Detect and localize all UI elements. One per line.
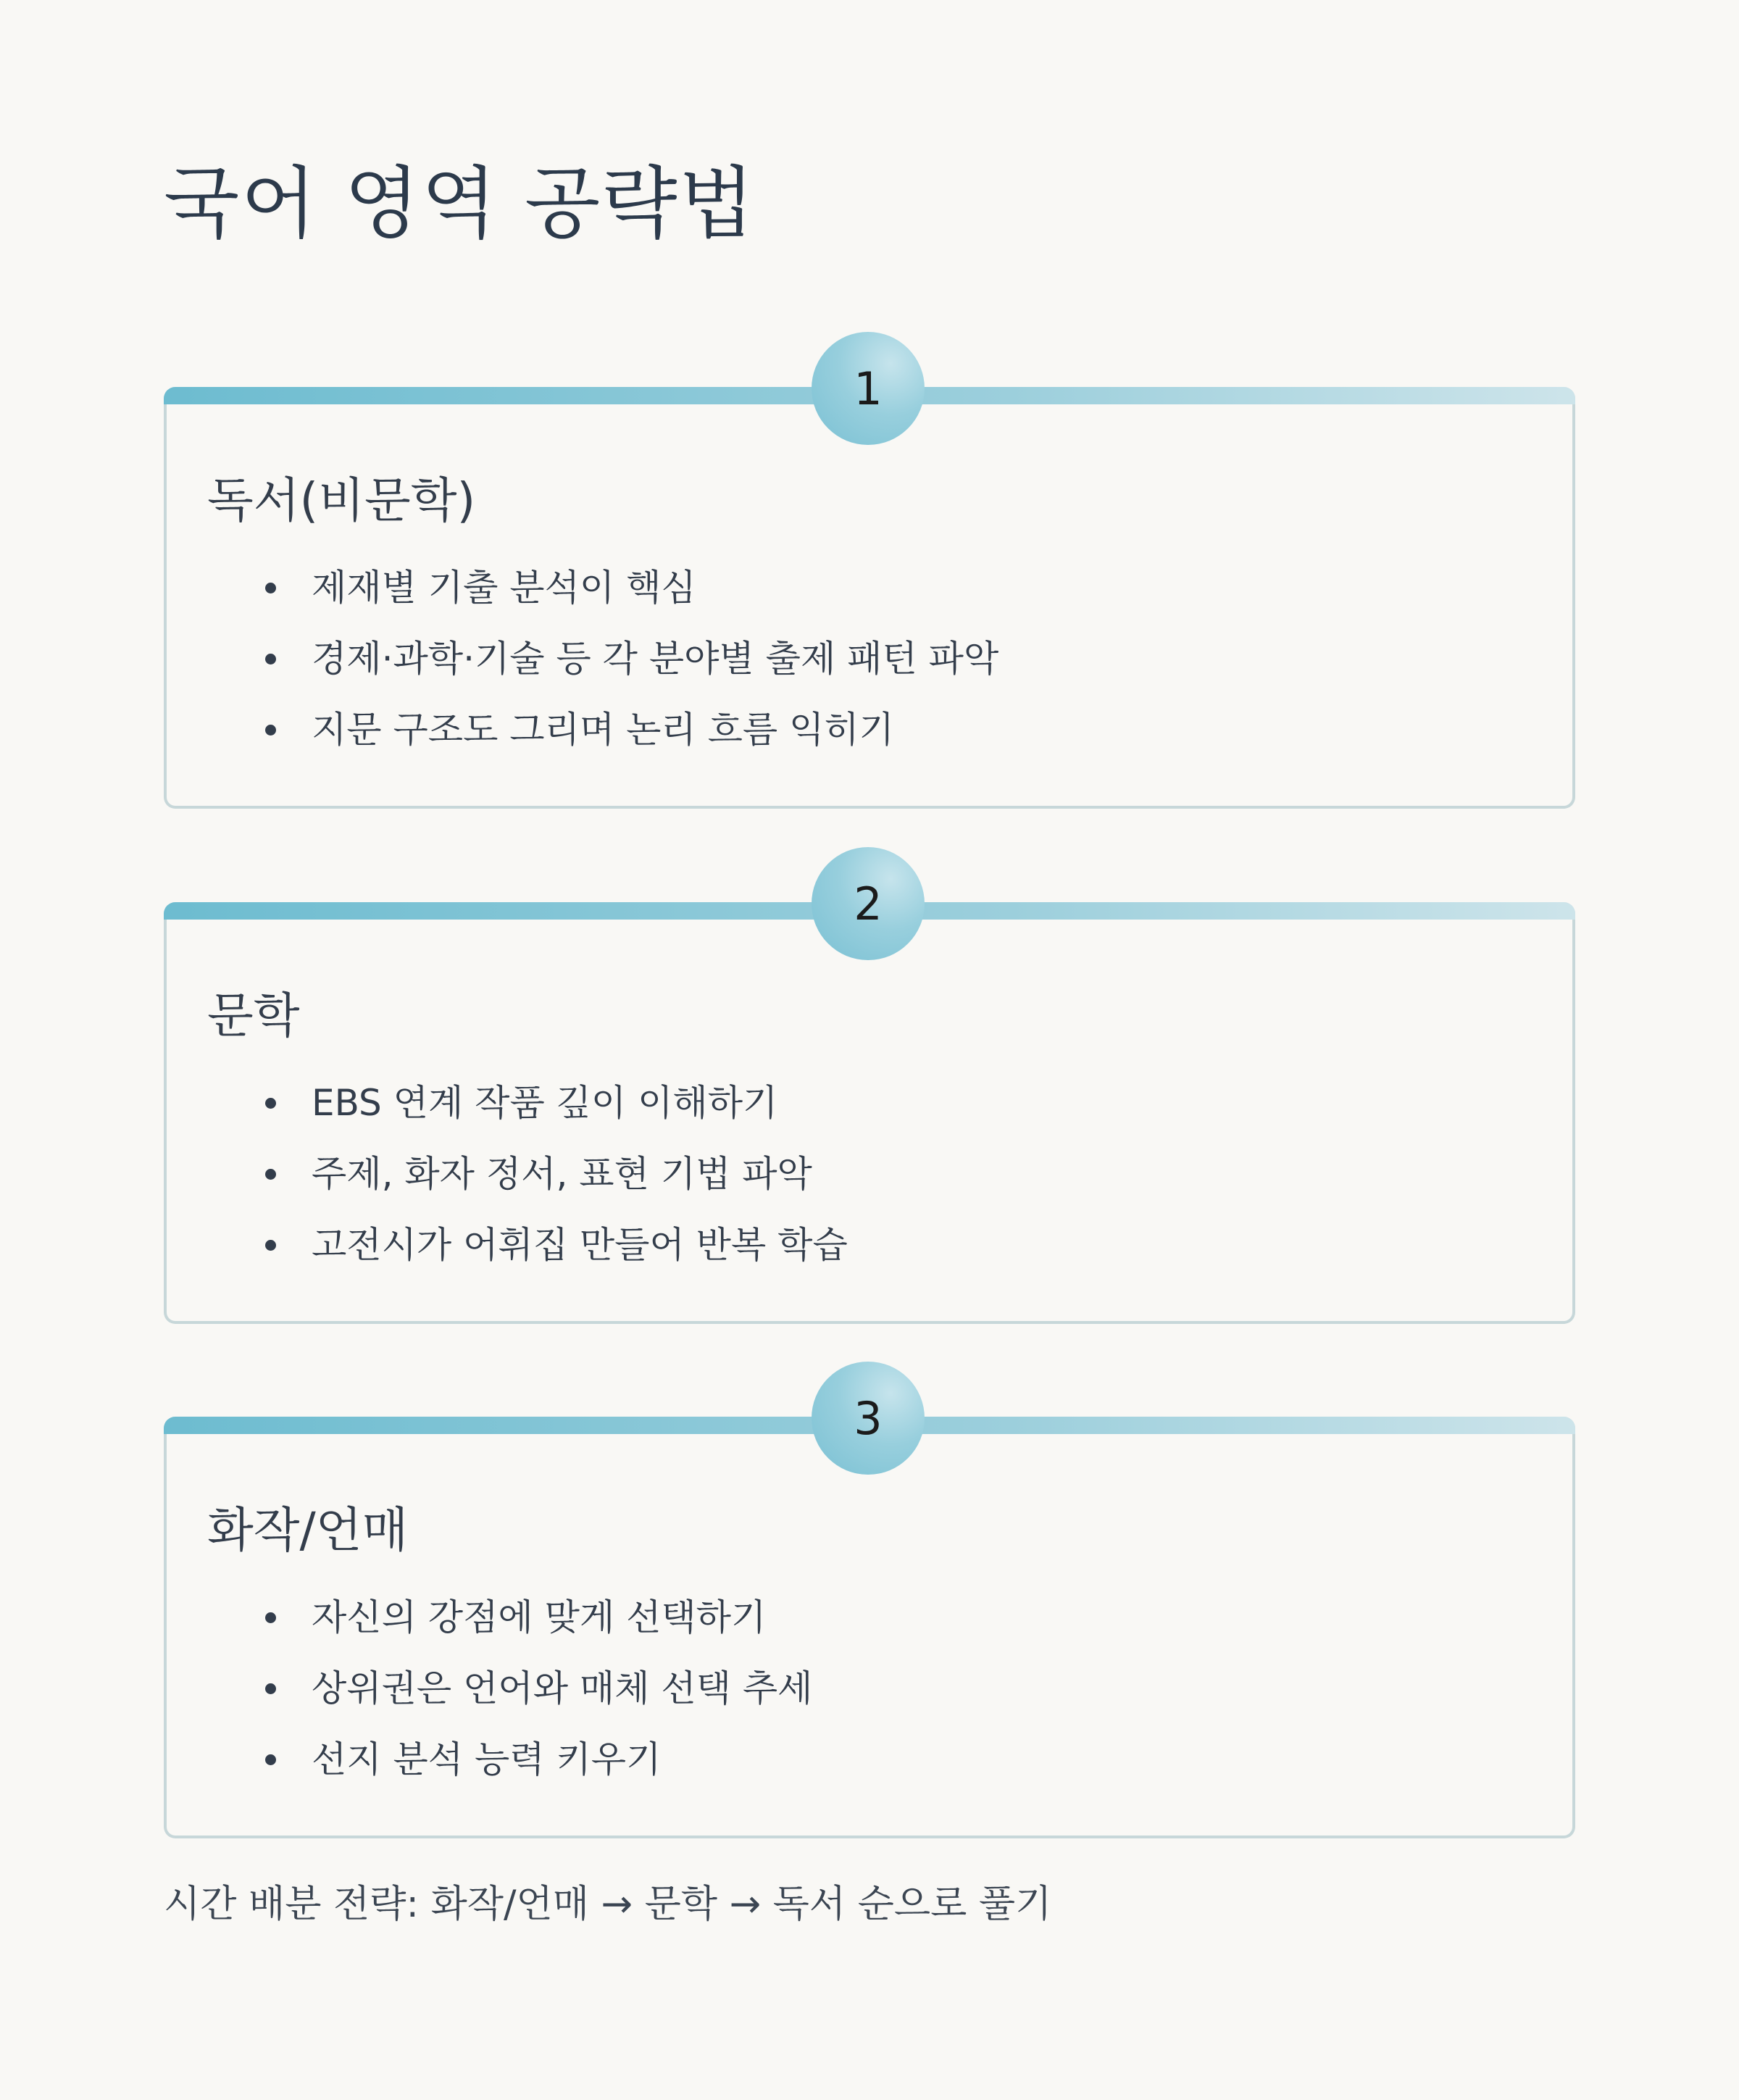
section-title: 문학 [207,988,300,1043]
list-item-text: 선지 분석 능력 키우기 [312,1738,662,1780]
list-item-text: 제재별 기출 분석이 핵심 [312,567,696,609]
section-title: 화작/언매 [207,1502,409,1558]
list-item [207,623,998,694]
list-item [207,1582,812,1653]
bullet-list [207,1067,848,1280]
list-item-text: 상위권은 언어와 매체 선택 추세 [312,1667,813,1709]
list-item-text: 자신의 강점에 맞게 선택하기 [312,1596,767,1638]
list-item [207,1067,848,1138]
bullet-dot-icon [265,1754,276,1765]
list-item-text: 주제, 화자 정서, 표현 기법 파악 [312,1153,812,1195]
bullet-list [207,552,998,765]
section-card-literature [164,877,1575,1324]
section-card-speech-writing-language [164,1391,1575,1838]
bullet-dot-icon [265,725,276,736]
bullet-dot-icon [265,1240,276,1251]
bullet-dot-icon [265,1098,276,1109]
list-item [207,694,998,765]
list-item [207,1653,812,1724]
section-card-reading [164,362,1575,809]
list-item [207,1209,848,1280]
bullet-dot-icon [265,654,276,664]
page-title: 국어 영역 공략법 [164,159,756,249]
bullet-dot-icon [265,1612,276,1623]
bullet-dot-icon [265,1169,276,1180]
list-item-text: 경제·과학·기술 등 각 분야별 출제 패턴 파악 [312,638,999,680]
section-title: 독서(비문학) [207,472,476,528]
bullet-dot-icon [265,583,276,593]
section-number-badge: 2 [812,847,925,960]
list-item [207,552,998,623]
bullet-dot-icon [265,1683,276,1694]
list-item-text: 지문 구조도 그리며 논리 흐름 익히기 [312,709,894,751]
list-item [207,1724,812,1795]
list-item-text: EBS 연계 작품 깊이 이해하기 [312,1082,778,1124]
time-strategy-note: 시간 배분 전략: 화작/언매 → 문학 → 독서 순으로 풀기 [164,1883,1052,1926]
list-item [207,1138,848,1209]
section-number-badge: 3 [812,1362,925,1475]
section-number-badge: 1 [812,332,925,445]
list-item-text: 고전시가 어휘집 만들어 반복 학습 [312,1224,848,1266]
bullet-list [207,1582,812,1795]
